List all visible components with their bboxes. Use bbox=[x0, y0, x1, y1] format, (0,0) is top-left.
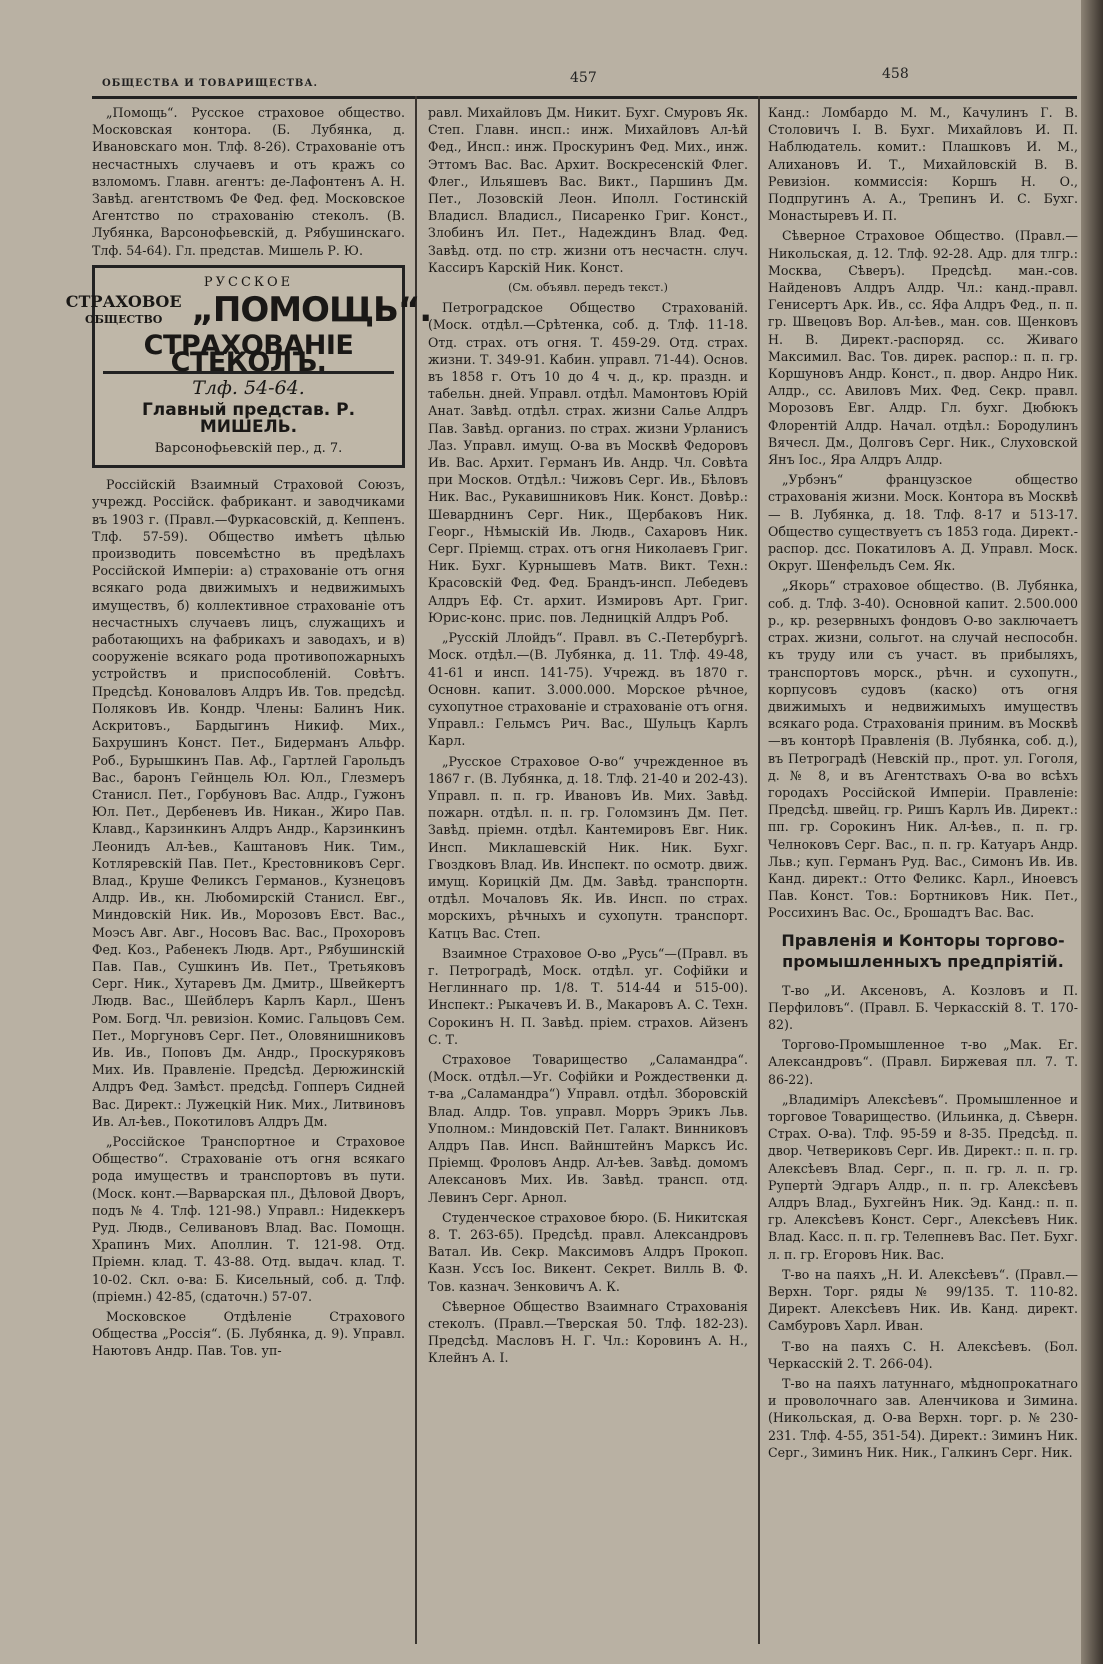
page-fold bbox=[1081, 0, 1103, 1664]
entry-severnoe-strakhovoe: Сѣверное Страховое Общество. (Правл.—Никольская, д. 12. Тлф. 92-28. Адр. для тлгр.: Москва, Сѣверъ). Предсѣд. ман.-сов. Найденовъ Алдръ Алдр. Чл.: канд.-правл. Генисертъ Арк. Ив., сс. Яфа Алдръ Фед., п. п. гр. Швецовъ Вор. Ал-ѣев., ман. сов. Щенковъ Н. В. Директ.-распоряд. сс. Живаго Максимил. Вас. Тов. дирек. распор.: п. п. гр. Коршуновъ Андр. Конст., п. двор. Андро Ник. Алдр., сс. Авиловъ Мих. Фед. Секр. правл. Морозовъ Евг. Алдр. Гл. бухг. Дюбюкъ Флорентій Алдр. Начал. отдѣл.: Бородулинъ Вячесл. Дм., Долговъ Серг. Ник., Слуховской Янъ Іос., Яра Алдръ Алдр. bbox=[768, 228, 1078, 468]
entry-vladimir-alekseev: „Владиміръ Алексѣевъ“. Промышленное и торговое Товарищество. (Ильинка, д. Сѣверн. Страх. О-ва). Тлф. 95-59 и 8-35. Предсѣд. п. двор. Четвериковъ Серг. Ив. Директ.: п. п. гр. Алексѣевъ Влад. Серг., п. п. гр. л. п. гр. Рупертѝ Эдгаръ Алдр., п. п. гр. Алексѣевъ Алдръ Влад., Бухгейнъ Ник. Эд. Канд.: п. п. гр. Алексѣевъ Конст. Серг., Алексѣевъ Ник. Влад. Касс. п. п. гр. Телепневъ Вас. Пет. Бухг. л. п. гр. Егоровъ Ник. Вас. bbox=[768, 1091, 1078, 1262]
column-2 bbox=[428, 104, 748, 1649]
note-see-ad: (См. объявл. передъ текст.) bbox=[508, 281, 668, 295]
column-1 bbox=[65, 104, 432, 1649]
entry-aksenov: Т-во „И. Аксеновъ, А. Козловъ и П. Перфиловъ“. (Правл. Б. Черкасскій 8. Т. 170-82). bbox=[768, 982, 1078, 1032]
entry-rossiya: Московское Отдѣленіе Страхового Общества „Россія“. (Б. Лубянка, д. 9). Управл. Наютовъ Андр. Пав. Тов. уп- bbox=[92, 1309, 405, 1359]
entry-urben: „Урбэнъ“ французское общество страхованія жизни. Моск. Контора въ Москвѣ — В. Лубянка, д. 18. Тлф. 8-17 и 513-17. Общество существуетъ съ 1853 года. Директ.-распор. дсс. Покатиловъ А. Д. Управл. Моск. Округ. Шенфельдъ Сем. Як. bbox=[768, 472, 1078, 574]
ad-left-block bbox=[66, 293, 182, 329]
running-title: ОБЩЕСТВА И ТОВАРИЩЕСТВА. bbox=[102, 78, 318, 89]
ad-obshchestvo: ОБЩЕСТВО bbox=[84, 313, 163, 327]
entry-continuation: Канд.: Ломбардо М. М., Качулинъ Г. В. Столовичъ І. В. Бухг. Михайловъ И. П. Наблюдатель. комит.: Плашковъ И. М., Алихановъ И. Т., Михайловскій В. В. Ревизіон. коммиссія: Коршъ Н. О., Подпругинъ А. А., Трепинъ И. С. Бухг. Монастыревъ И. П. bbox=[768, 105, 1078, 224]
entry-aleksandrov: Торгово-Промышленное т-во „Мак. Ег. Александровъ“. (Правл. Биржевая пл. 7. Т. 86-22). bbox=[768, 1037, 1078, 1087]
entry-petrogradskoe: Петроградское Общество Страхованій. (Моск. отдѣл.—Срѣтенка, соб. д. Тлф. 11-18. Отд. страх. отъ огня. Т. 459-29. Отд. страх. жизни. Т. 349-91. Кабин. управл. 71-44). Основ. въ 1858 г. Отъ 10 до 4 ч. д., кр. праздн. и табельн. дней. Управл. отдѣл. Мамонтовъ Юрій Анат. Завѣд. отдѣл. страх. жизни Салье Алдръ Пав. Завѣд. организ. по страх. жизни Урланисъ Лаз. Управл. имущ. О-ва въ Москвѣ Федоровъ Ив. Вас. Архит. Германъ Ив. Андр. Чл. Совѣта при Москов. Отдѣл.: Чижовъ Серг. Ив., Бѣловъ Ник. Вас., Рукавишниковъ Ник. Конст. Довѣр.: Шеварднинъ Серг. Ник., Щербаковъ Ник. Георг., Нѣмыскій Ив. Людв., Сахаровъ Ник. Серг. Пріемщ. страх. отъ огня Николаевъ Григ. Ник. Бухг. Курнышевъ Матв. Викт. Техн.: Красовскій Фед. Фед. Брандъ-инсп. Лебедевъ Алдръ Еф. Ст. архит. Измировъ Арт. Григ. Юрис-конс. прис. пов. Ледницкій Алдръ Роб. bbox=[428, 300, 748, 625]
ad-title-row bbox=[65, 290, 432, 331]
ad-representative: Главный представ. Р. МИШЕЛЬ. bbox=[141, 399, 356, 437]
section-heading: Правленія и Конторы торгово-промышленныхъ предпріятій. bbox=[781, 930, 1065, 971]
entry-russkiy-lloyd: „Русскій Ллойдъ“. Правл. въ С.-Петербургѣ. Моск. отдѣл.—(В. Лубянка, д. 11. Тлф. 49-48, 41-61 и инсп. 141-75). Учрежд. въ 1870 г. Основн. капит. 3.000.000. Морское рѣчное, сухопутное страхованіе и страхованіе отъ огня. Управл.: Гельмсъ Рич. Вас., Шульцъ Карлъ Карл. bbox=[428, 630, 748, 749]
entry-studencheskoe: Студенческое страховое бюро. (Б. Никитская 8. Т. 263-65). Предсѣд. правл. Александровъ Ватал. Ив. Секр. Максимовъ Алдръ Прокоп. Казн. Уссъ Іос. Викент. Секрет. Вилль В. Ф. Тов. казнач. Зенковичъ А. К. bbox=[428, 1209, 748, 1294]
column-rule bbox=[758, 96, 760, 1644]
advertisement-pomoshch bbox=[65, 265, 432, 468]
entry-rus: Взаимное Страховое О-во „Русь“—(Правл. въ г. Петроградѣ, Моск. отдѣл. уг. Софійки и Неглиннаго пр. 1/8. Т. 514-44 и 515-00). Инспект.: Рыкачевъ И. В., Макаровъ А. С. Техн. Сорокинъ Н. П. Завѣд. пріем. страхов. Айзенъ С. Т. bbox=[428, 945, 748, 1047]
ad-strakhovoe: СТРАХОВОЕ bbox=[65, 292, 182, 312]
column-3 bbox=[768, 104, 1078, 1649]
entry-pomoshch: „Помощь“. Русское страховое общество. Московская контора. (Б. Лубянка, д. Ивановскаго мон. Тлф. 8-26). Страхованіе отъ несчастныхъ случаевъ и отъ кражъ со взломомъ. Главн. агентъ: де-Лафонтенъ А. Н. Завѣд. агентствомъ Фе Фед. фед. Московское Агентство по страхованію стеколъ. (В. Лубянка, Варсонофьевскій, д. Рябушинскаго. Тлф. 54-64). Гл. представ. Мишель Р. Ю. bbox=[92, 105, 405, 258]
entry-severnoe-vzaimnoe: Сѣверное Общество Взаимнаго Страхованія стеколъ. (Правл.—Тверская 50. Тлф. 182-23). Предсѣд. Масловъ Н. Г. Чл.: Коровинъ А. Н., Клейнъ А. І. bbox=[428, 1298, 748, 1366]
entry-rossiyskiy-soyuz: Россійскій Взаимный Страховой Союзъ, учрежд. Россійск. фабрикант. и заводчиками въ 1903 г. (Правл.—Фуркасовскій, д. Кеппенъ. Тлф. 57-59). Общество имѣетъ цѣлью производить повсемѣстно въ предѣлахъ Россійской Имперіи: а) страхованіе отъ огня всякаго рода движимыхъ и недвижимыхъ имуществъ, б) коллективное страхованіе отъ несчастныхъ случаевъ лицъ, служащихъ и работающихъ на фабрикахъ и заводахъ, и в) сооруженіе всякаго рода противопожарныхъ устройствъ и приспособленій. Совѣтъ. Предсѣд. Коноваловъ Алдръ Ив. Тов. предсѣд. Поляковъ Ив. Кондр. Члены: Балинъ Ник. Аскритовъ., Бардыгинъ Никиф. Мих., Бахрушинъ Конст. Пет., Бидерманъ Альфр. Роб., Бурышкинъ Пав. Аф., Гартлей Гарольдъ Вас., баронъ Гейнцель Юл. Юл., Глезмеръ Станисл. Пет., Горбуновъ Вас. Алдр., Гужонъ Юл. Пет., Дербеневъ Ив. Никан., Жиро Пав. Клавд., Карзинкинъ Алдръ Андр., Карзинкинъ Леонидъ Ал-ѣев., Каштановъ Ник. Тим., Котляревскій Пав. Пет., Крестовниковъ Серг. Влад., Круше Феликсъ Германов., Кузнецовъ Алдр. Ив., кн. Любомирскій Станисл. Евг., Миндовскій Ник. Ив., Морозовъ Евст. Вас., Моэсъ Авг. Авг., Носовъ Вас. Вас., Прохоровъ Фед. Коз., Рабенекъ Людв. Арт., Рябушинскій Пав. Пав., Сушкинъ Ив. Пет., Третьяковъ Серг. Ник., Хутаревъ Дм. Дмитр., Швейкертъ Людв. Вас., Шейблеръ Карлъ Карл., Шенъ Ром. Богд. Чл. ревизіон. Комис. Гальцовъ Сем. Пет., Моргуновъ Серг. Пет., Оловянишниковъ Ив. Ив., Поповъ Дм. Андр., Проскуряковъ Мих. Ив. Правленіе. Предсѣд. Дерюжинскій Алдръ Фед. Замѣст. предсѣд. Гопперъ Сидней Вас. Директ.: Лужецкій Ник. Мих., Литвиновъ Ив. Ал-ѣев., Покотиловъ Алдръ Дм. bbox=[92, 477, 405, 1129]
ad-headline: СТРАХОВАНІЕ СТЕКОЛЪ. bbox=[103, 337, 394, 374]
ad-company-name: „ПОМОЩЬ“. bbox=[191, 290, 432, 331]
entry-alenchikov-zimin: Т-во на паяхъ латуннаго, мѣднопрокатнаго и проволочнаго зав. Аленчикова и Зимина. (Никольская, д. О-ва Верхн. торг. р. № 230-231. Тлф. 4-55, 351-54). Директ.: Зиминъ Ник. Серг., Зиминъ Ник. Ник., Галкинъ Серг. Ник. bbox=[768, 1376, 1078, 1460]
entry-transportnoe: „Россійское Транспортное и Страховое Общество“. Страхованіе отъ огня всякаго рода имуществъ и транспортовъ въ пути. (Моск. конт.—Варварская пл., Дѣловой Дворъ, подъ № 4. Тлф. 121-98.) Управл.: Нидеккеръ Руд. Людв., Селивановъ Влад. Вас. Помощн. Храпинъ Мих. Аполлин. Т. 121-98. Отд. Пріемн. клад. Т. 43-88. Отд. выдач. клад. Т. 10-02. Скл. о-ва: Б. Кисельный, соб. д. Тлф. (пріемн.) 42-85, (сдаточн.) 57-07. bbox=[92, 1133, 405, 1304]
entry-s-n-alekseev: Т-во на паяхъ С. Н. Алексѣевъ. (Бол. Черкасскій 2. Т. 266-04). bbox=[768, 1338, 1078, 1371]
page-header bbox=[92, 66, 1077, 99]
entry-n-i-alekseev: Т-во на паяхъ „Н. И. Алексѣевъ“. (Правл.—Верхн. Торг. ряды № 99/135. Т. 110-82. Директ. Алексѣевъ Ник. Ив. Канд. директ. Самбуровъ Харл. Иван. bbox=[768, 1266, 1078, 1334]
ad-address: Варсонофьевскій пер., д. 7. bbox=[154, 441, 343, 457]
entry-salamandra: Страховое Товарищество „Саламандра“. (Моск. отдѣл.—Уг. Софійки и Рождественки д. т-ва „Саламандра“) Управл. отдѣл. Зборовскій Влад. Алдр. Тов. управл. Морръ Эрикъ Льв. Уполном.: Миндовскій Пет. Галакт. Винниковъ Алдръ Пав. Инсп. Вайнштейнъ Марксъ Ис. Пріемщ. Фроловъ Андр. Ал-ѣев. Завѣд. домомъ Алексановъ Мих. Ив. Завѣд. трансп. отд. Левинъ Серг. Арнол. bbox=[428, 1051, 748, 1205]
entry-russkoe-strakhovoe: „Русское Страховое О-во“ учрежденное въ 1867 г. (В. Лубянка, д. 18. Тлф. 21-40 и 202-43). Управл. п. п. гр. Ивановъ Ив. Мих. Завѣд. пожарн. отдѣл. п. п. гр. Голомзинъ Дм. Пет. Завѣд. пріемн. отдѣл. Кантемировъ Евг. Ник. Инсп. Миклашевскій Ник. Ник. Бухг. Гвоздковъ Влад. Ив. Инспект. по осмотр. движ. имущ. Корицкій Дм. Дм. Завѣд. транспортн. отдѣл. Мочаловъ Як. Ив. Инсп. по страх. морскихъ, рѣчныхъ и сухопутн. транспорт. Катцъ Вас. Степ. bbox=[428, 753, 748, 941]
entry-yakor: „Якорь“ страховое общество. (В. Лубянка, соб. д. Тлф. 3-40). Основной капит. 2.500.000 р., кр. резервныхъ фондовъ О-во заключаетъ страх. жизни, сольгот. на случай неспособн. къ труду или съ участ. въ прибыляхъ, транспортовъ морск., рѣчн. и сухопутн., корпусовъ судовъ (каско) отъ огня движимыхъ и недвижимыхъ имуществъ всякаго рода. Страхованія приним. въ Москвѣ—въ конторѣ Правленія (В. Лубянка, соб. д.), въ Петроградѣ (Невскій пр., прот. ул. Гоголя, д. № 8, и въ Агентствахъ О-ва во всѣхъ городахъ Россійской Имперіи. Правленіе: Предсѣд. швейц. гр. Ришъ Карлъ Ив. Директ.: пп. гр. Сорокинъ Ник. Ал-ѣев., п. п. гр. Челноковъ Серг. Вас., п. п. гр. Катуаръ Андр. Льв.; куп. Германъ Руд. Вас., Симонъ Ив. Ив. Канд. директ.: Отто Феликс. Карл., Иноевсъ Пав. Конст. Тов.: Бортниковъ Ник. Пет., Россихинъ Вас. Ос., Брошадтъ Вас. Вас. bbox=[768, 578, 1078, 921]
entry-continuation: равл. Михайловъ Дм. Никит. Бухг. Смуровъ Як. Степ. Главн. инсп.: инж. Михайловъ Ал-ѣй Фед., Инсп.: инж. Проскуринъ Фед. Мих., инж. Эттомъ Вас. Вас. Архит. Воскресенскій Флег. Флег., Ильяшевъ Вас. Викт., Паршинъ Дм. Пет., Лозовскій Леон. Иполл. Гостинскій Владисл. Владисл., Писаренко Григ. Конст., Злобинъ Ил. Пет., Надеждинъ Влад. Фед. Завѣд. отд. по стр. жизни отъ несчастн. случ. Кассиръ Карскій Ник. Конст. bbox=[428, 105, 748, 275]
page-number-right: 458 bbox=[882, 66, 909, 82]
ad-line-russkoe: РУССКОЕ bbox=[203, 274, 294, 290]
ad-phone: Тлф. 54-64. bbox=[192, 377, 305, 400]
page-number-left: 457 bbox=[570, 70, 597, 86]
